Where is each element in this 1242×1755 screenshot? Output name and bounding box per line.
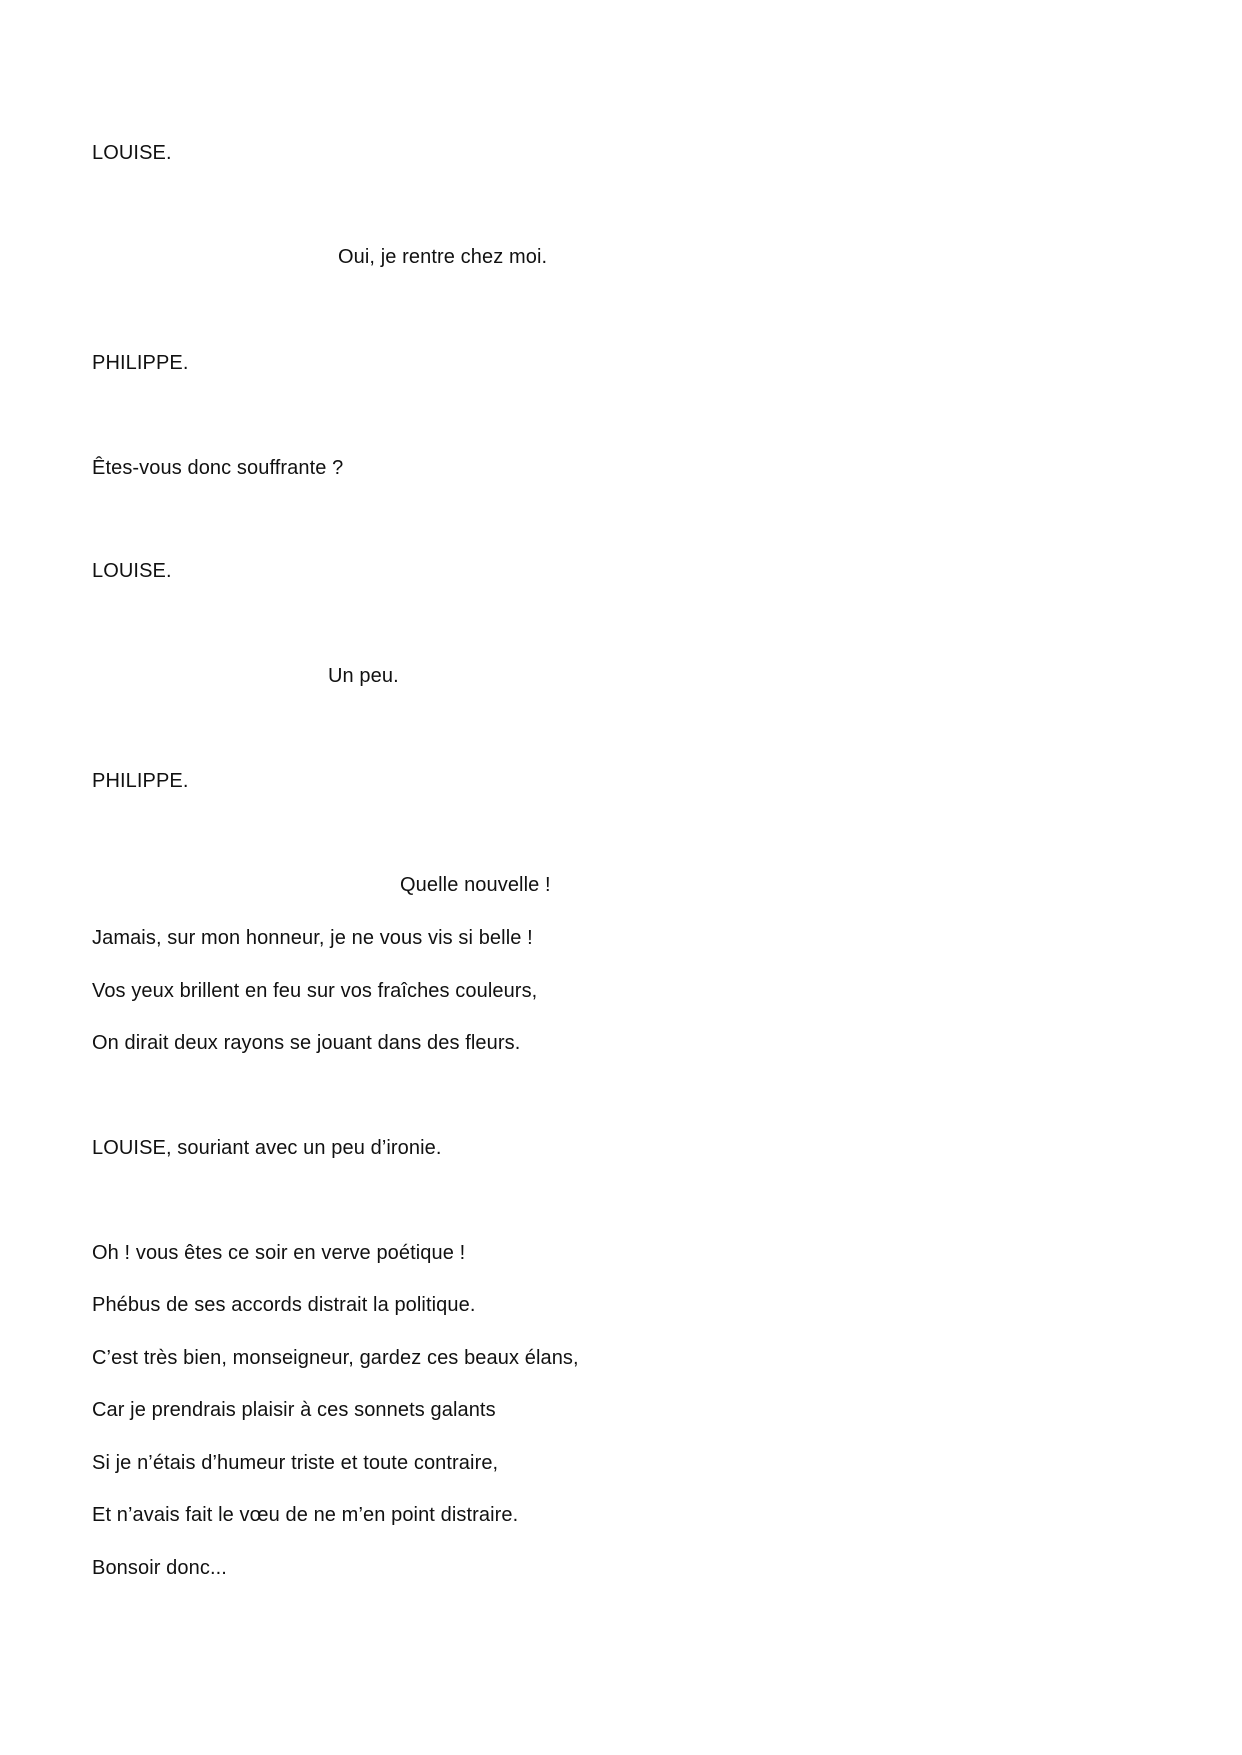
speaker-name: LOUISE. (92, 560, 172, 582)
dialogue-line: Oui, je rentre chez moi. (338, 246, 548, 268)
dialogue-line: Quelle nouvelle ! (400, 874, 551, 896)
speaker-name: PHILIPPE. (92, 770, 189, 792)
verse-line: Bonsoir donc... (92, 1557, 227, 1579)
speaker-name-with-stage-direction: LOUISE, souriant avec un peu d’ironie. (92, 1137, 442, 1159)
dialogue-line: Un peu. (328, 665, 399, 687)
speaker-name: PHILIPPE. (92, 352, 189, 374)
dialogue-line: Êtes-vous donc souffrante ? (92, 457, 344, 479)
verse-line: C’est très bien, monseigneur, gardez ces beaux élans, (92, 1347, 579, 1369)
verse-line: Car je prendrais plaisir à ces sonnets galants (92, 1399, 496, 1421)
verse-line: Oh ! vous êtes ce soir en verve poétique ! (92, 1242, 466, 1264)
verse-line: On dirait deux rayons se jouant dans des fleurs. (92, 1032, 521, 1054)
verse-line: Vos yeux brillent en feu sur vos fraîches couleurs, (92, 980, 538, 1002)
verse-line: Et n’avais fait le vœu de ne m’en point distraire. (92, 1504, 519, 1526)
verse-line: Jamais, sur mon honneur, je ne vous vis si belle ! (92, 927, 533, 949)
verse-line: Phébus de ses accords distrait la politique. (92, 1294, 476, 1316)
speaker-name: LOUISE. (92, 142, 172, 164)
verse-line: Si je n’étais d’humeur triste et toute contraire, (92, 1452, 499, 1474)
